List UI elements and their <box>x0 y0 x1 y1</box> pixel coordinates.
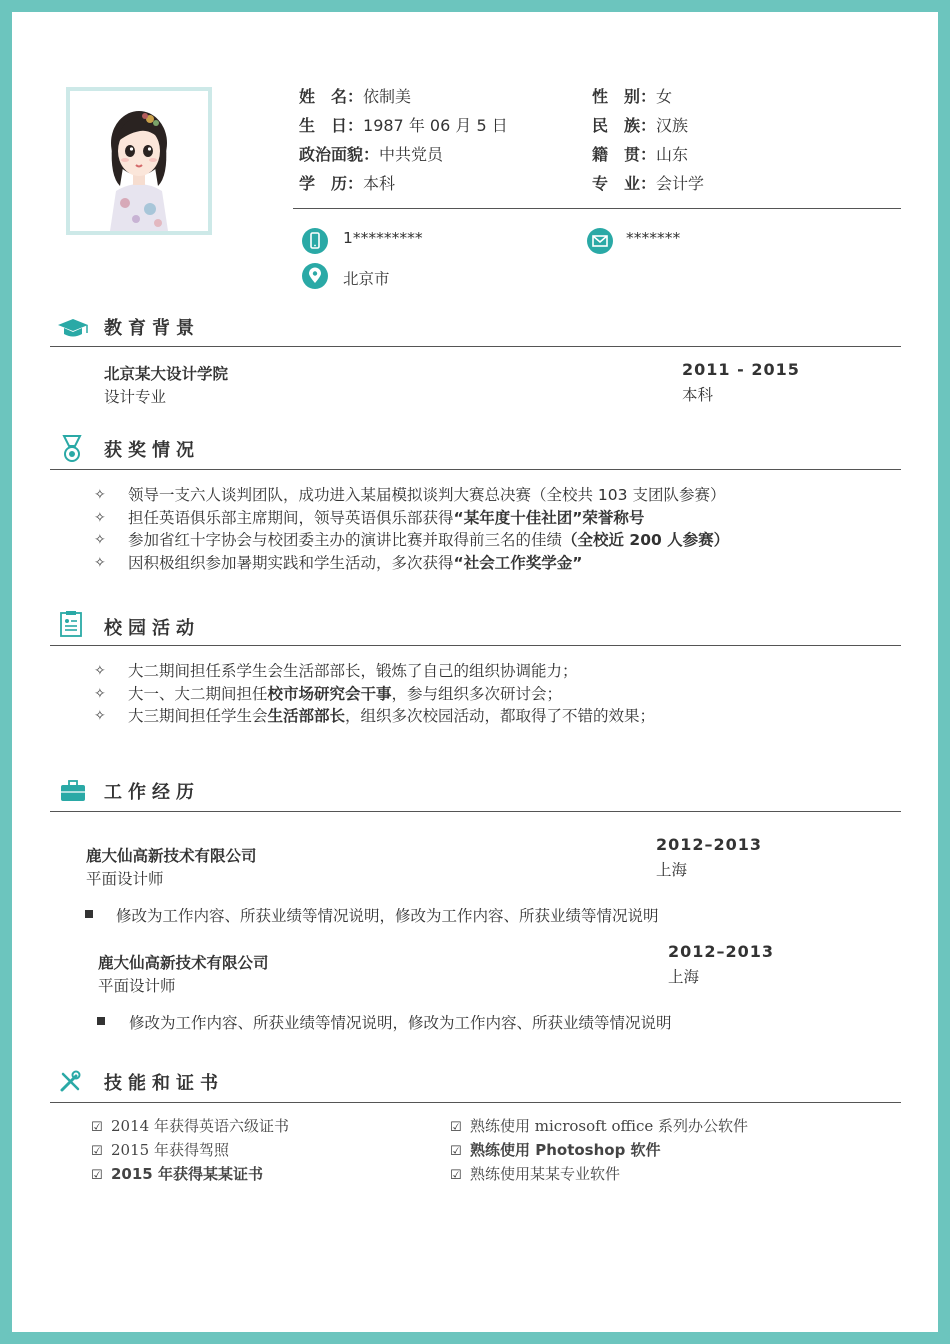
star-icon: ✧ <box>94 663 106 679</box>
list-item-text: 领导一支六人谈判团队，成功进入某届模拟谈判大赛总决赛（全校共 103 支团队参赛） <box>128 486 726 504</box>
education-major: 设计专业 <box>104 388 167 406</box>
list-item <box>94 552 729 575</box>
awards-list <box>94 484 729 574</box>
info-ethnic <box>592 113 688 136</box>
medal-icon <box>60 434 84 468</box>
star-icon: ✧ <box>94 685 106 702</box>
bullet-square-icon <box>85 910 93 918</box>
section-title-awards: 获奖情况 <box>104 440 200 461</box>
label-major: 专 业： <box>592 174 657 193</box>
bullet-square-icon <box>97 1017 105 1025</box>
list-item <box>94 529 729 552</box>
job-years: 2012–2013 <box>656 835 763 854</box>
skill-text: 2015 年获得某某证书 <box>111 1165 263 1183</box>
job-role: 平面设计师 <box>98 977 176 995</box>
section-title-campus: 校园活动 <box>104 618 200 639</box>
job-company: 鹿大仙高新技术有限公司 <box>86 847 257 865</box>
label-birth: 生 日： <box>299 116 364 135</box>
skill-text: 熟练使用某某专业软件 <box>470 1165 621 1183</box>
checkbox-icon: ☑ <box>91 1168 103 1183</box>
list-item-highlight: “社会工作奖学金” <box>453 553 583 572</box>
section-divider-work <box>50 811 901 812</box>
list-item <box>450 1138 748 1162</box>
resume-page <box>12 12 938 1332</box>
avatar <box>66 87 212 235</box>
list-item <box>94 484 729 507</box>
section-divider-awards <box>50 469 901 470</box>
value-major: 会计学 <box>656 174 705 193</box>
info-origin <box>592 142 688 165</box>
section-divider-education <box>50 346 901 347</box>
phone-icon <box>302 228 328 254</box>
job-city: 上海 <box>668 968 700 986</box>
list-item <box>91 1138 289 1162</box>
section-title-skills: 技能和证书 <box>104 1073 224 1094</box>
checkbox-icon: ☑ <box>91 1120 103 1135</box>
list-item-text: 大三期间担任学生会 <box>128 707 268 725</box>
info-birth <box>299 113 508 136</box>
tools-icon <box>58 1070 82 1098</box>
info-politics <box>299 142 443 165</box>
star-icon: ✧ <box>94 487 106 503</box>
list-item <box>450 1114 748 1138</box>
list-item-text: 参加省红十字协会与校团委主办的演讲比赛并取得前三名的佳绩 <box>128 531 563 549</box>
contact-email: ******* <box>626 229 681 247</box>
avatar-illustration <box>70 91 208 231</box>
value-birth: 1987 年 06 月 5 日 <box>363 116 508 135</box>
info-gender <box>592 84 672 107</box>
checkbox-icon: ☑ <box>450 1144 462 1159</box>
briefcase-icon <box>60 780 86 806</box>
value-politics: 中共党员 <box>379 145 444 164</box>
star-icon: ✧ <box>94 554 106 571</box>
list-item <box>450 1162 748 1186</box>
skill-text: 熟练使用 Photoshop 软件 <box>470 1141 661 1159</box>
skill-text: 熟练使用 microsoft office 系列办公软件 <box>470 1117 748 1135</box>
job-years: 2012–2013 <box>668 942 775 961</box>
job-description: 修改为工作内容、所获业绩等情况说明，修改为工作内容、所获业绩等情况说明 <box>129 1014 672 1032</box>
value-name: 依制美 <box>363 87 412 106</box>
list-item-highlight: “某年度十佳社团”荣誉称号 <box>453 508 645 527</box>
list-item-highlight: 生活部部长 <box>267 707 346 725</box>
checkbox-icon: ☑ <box>450 1168 462 1183</box>
contact-phone: 1********* <box>343 229 423 247</box>
list-item-text: 因积极组织参加暑期实践和学生活动，多次获得 <box>128 553 454 572</box>
skills-left-list <box>91 1114 289 1186</box>
section-divider-skills <box>50 1102 901 1103</box>
education-school: 北京某大设计学院 <box>104 365 229 383</box>
label-gender: 性 别： <box>592 87 657 106</box>
section-title-work: 工作经历 <box>104 782 200 803</box>
email-icon <box>587 228 613 254</box>
job-company: 鹿大仙高新技术有限公司 <box>98 954 269 972</box>
info-divider <box>293 208 901 209</box>
list-item <box>91 1162 289 1186</box>
label-origin: 籍 贯： <box>592 145 657 164</box>
star-icon: ✧ <box>94 509 106 526</box>
list-item <box>94 660 655 683</box>
skill-text: 2015 年获得驾照 <box>111 1141 229 1159</box>
section-title-education: 教育背景 <box>104 318 200 339</box>
list-item-text: 大二期间担任系学生会生活部部长，锻炼了自己的组织协调能力； <box>128 662 578 680</box>
graduation-cap-icon <box>56 316 90 344</box>
value-gender: 女 <box>656 87 673 106</box>
value-degree: 本科 <box>363 174 396 193</box>
list-item <box>91 1114 289 1138</box>
label-name: 姓 名： <box>299 87 364 106</box>
campus-list <box>94 660 655 728</box>
list-item-text: 担任英语俱乐部主席期间，领导英语俱乐部获得 <box>128 508 454 527</box>
checkbox-icon: ☑ <box>450 1120 462 1135</box>
star-icon: ✧ <box>94 708 106 724</box>
education-degree: 本科 <box>682 386 714 404</box>
checkbox-icon: ☑ <box>91 1144 103 1159</box>
list-item <box>94 705 655 728</box>
label-degree: 学 历： <box>299 174 364 193</box>
job-description: 修改为工作内容、所获业绩等情况说明，修改为工作内容、所获业绩等情况说明 <box>116 907 659 925</box>
education-years: 2011 - 2015 <box>682 360 800 379</box>
label-ethnic: 民 族： <box>592 116 657 135</box>
label-politics: 政治面貌： <box>299 145 380 164</box>
info-name <box>299 84 411 107</box>
contact-location: 北京市 <box>343 270 390 288</box>
list-item-highlight: 校市场研究会干事 <box>267 684 392 703</box>
job-role: 平面设计师 <box>86 870 164 888</box>
star-icon: ✧ <box>94 532 106 548</box>
info-major <box>592 171 704 194</box>
list-item-text-tail: ，组织多次校园活动，都取得了不错的效果； <box>345 707 656 725</box>
job-city: 上海 <box>656 861 688 879</box>
list-item-highlight: （全校近 200 人参赛） <box>562 531 730 549</box>
section-divider-campus <box>50 645 901 646</box>
list-item-text: 大一、大二期间担任 <box>128 684 268 703</box>
skills-right-list <box>450 1114 748 1186</box>
value-origin: 山东 <box>656 145 689 164</box>
list-item <box>94 507 729 530</box>
skill-text: 2014 年获得英语六级证书 <box>111 1117 289 1135</box>
clipboard-icon <box>58 610 84 642</box>
value-ethnic: 汉族 <box>656 116 689 135</box>
list-item <box>94 683 655 706</box>
info-degree <box>299 171 395 194</box>
list-item-text-tail: ，参与组织多次研讨会； <box>391 684 563 703</box>
location-icon <box>302 263 328 289</box>
